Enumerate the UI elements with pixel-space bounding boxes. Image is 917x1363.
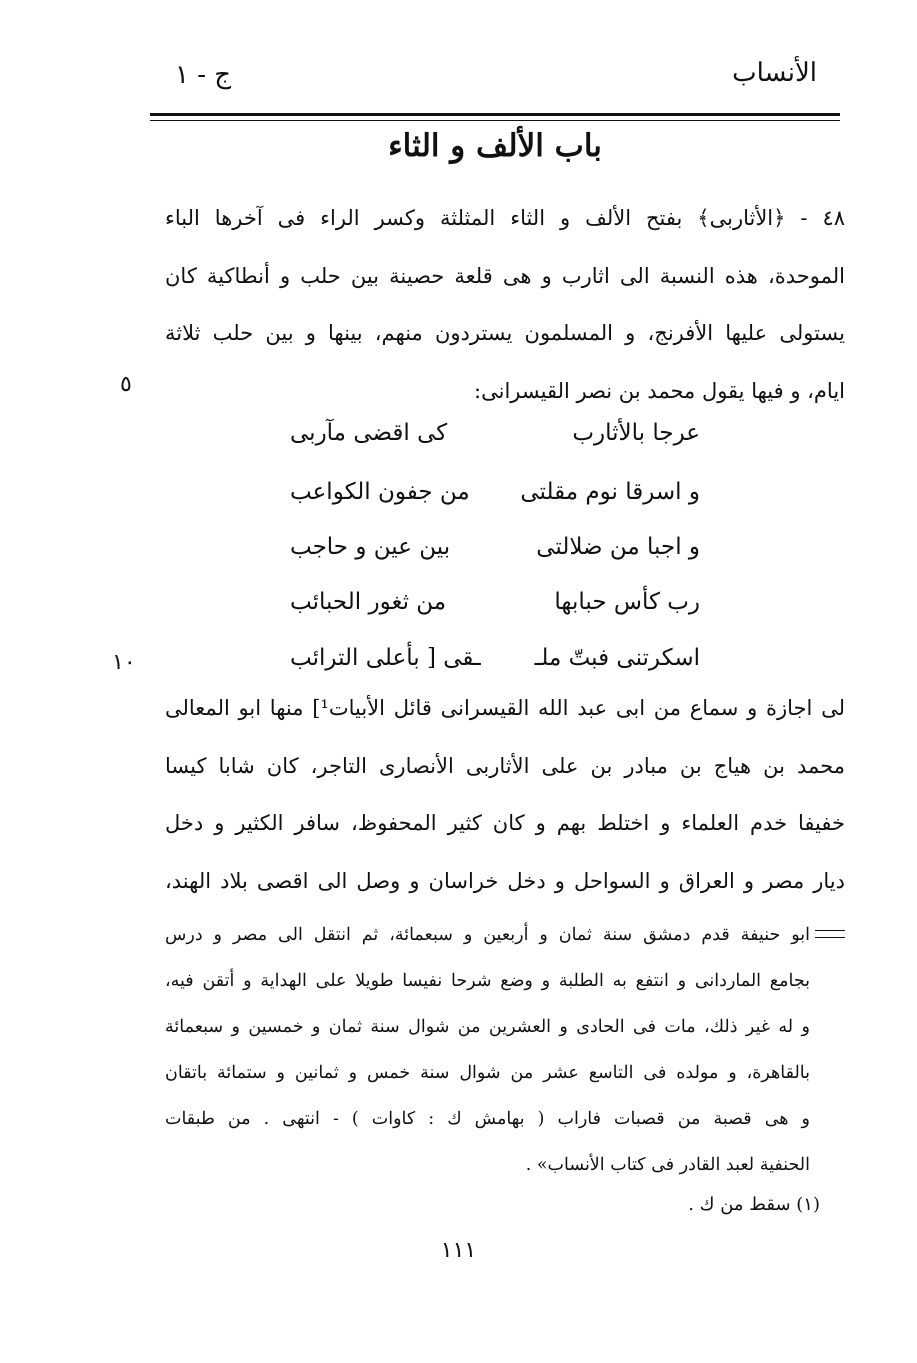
header-rule-thick xyxy=(150,113,840,116)
note-continuation-mark xyxy=(815,930,845,938)
verse-line xyxy=(290,582,700,622)
text-line: ٤٨ - ﴿الأثاربى﴾ بفتح الألف و الثاء المثلثة وكسر الراء فى آخرها الباء xyxy=(165,206,845,230)
verse-line xyxy=(290,527,700,567)
line-number-10: ١٠ xyxy=(112,650,136,675)
note-line: بالقاهرة، و مولده فى التاسع عشر من شوال سنة خمس و ثمانين و ستمائة باتقان xyxy=(165,1063,810,1083)
hemistich-left: من جفون الكواعب xyxy=(290,479,470,505)
text-line: الموحدة، هذه النسبة الى اثارب و هى قلعة حصينة بين حلب و أنطاكية كان xyxy=(165,263,845,288)
verse-line xyxy=(290,638,700,678)
note-line: الحنفية لعبد القادر فى كتاب الأنساب» . xyxy=(525,1155,810,1175)
hemistich-right: و اسرقا نوم مقلتى xyxy=(520,479,700,505)
hemistich-left: كى اقضى مآربى xyxy=(290,420,448,446)
note-line: و له غير ذلك، مات فى الحادى و العشرين من شوال سنة ثمان و خمسين و سبعمائة xyxy=(165,1017,810,1037)
chapter-title: باب الألف و الثاء xyxy=(388,128,602,164)
hemistich-left: بين عين و حاجب xyxy=(290,534,451,560)
hemistich-right: و اجبا من ضلالتى xyxy=(536,534,700,560)
header-rule-thin xyxy=(150,120,840,121)
note-line: و هى قصبة من قصبات فاراب ( بهامش ك : كاوات ) - انتهى . من طبقات xyxy=(165,1109,810,1129)
hemistich-left: من ثغور الحبائب xyxy=(290,589,447,615)
text-line: ديار مصر و العراق و السواحل و دخل خراسان و وصل الى اقصى بلاد الهند، xyxy=(165,869,845,894)
verse-line xyxy=(290,472,700,512)
hemistich-right: اسكرتنى فبتّ ملـ xyxy=(534,645,700,671)
text-line: خفيفا خدم العلماء و اختلط بهم و كان كثير المحفوظ، سافر الكثير و دخل xyxy=(165,811,845,836)
hemistich-right: عرجا بالأثارب xyxy=(572,420,700,446)
hemistich-right: رب كأس حبابها xyxy=(554,589,700,615)
entry-paragraph xyxy=(165,190,845,421)
line-number-5: ٥ xyxy=(120,372,132,397)
text-line: ايام، و فيها يقول محمد بن نصر القيسرانى: xyxy=(474,379,845,404)
note-line: بجامع الماردانى و انتفع به الطلبة و وضع شرحا نفيسا طويلا على الهداية و أتقن فيه، xyxy=(165,971,810,991)
continuation-paragraph xyxy=(165,680,845,911)
hemistich-left: ـقى [ بأعلى الترائب xyxy=(290,645,481,671)
text-line: محمد بن هياج بن مبادر بن على الأثاربى الأنصارى التاجر، كان شابا كيسا xyxy=(165,753,845,778)
running-head-title: الأنساب xyxy=(732,58,817,88)
text-line: يستولى عليها الأفرنج، و المسلمون يستردون منهم، بينها و بين حلب ثلاثة xyxy=(165,321,845,346)
running-head-volume: ج - ١ xyxy=(175,60,232,90)
footnote: (١) سقط من ك . xyxy=(688,1194,820,1215)
notes-block xyxy=(165,912,810,1188)
verse-line xyxy=(290,413,700,453)
text-line: لى اجازة و سماع من ابى عبد الله القيسرانى قائل الأبيات¹] منها ابو المعالى xyxy=(165,696,845,720)
note-line: ابو حنيفة قدم دمشق سنة ثمان و أربعين و سبعمائة، ثم انتقل الى مصر و درس xyxy=(165,925,810,945)
page-number: ١١١ xyxy=(440,1238,477,1263)
